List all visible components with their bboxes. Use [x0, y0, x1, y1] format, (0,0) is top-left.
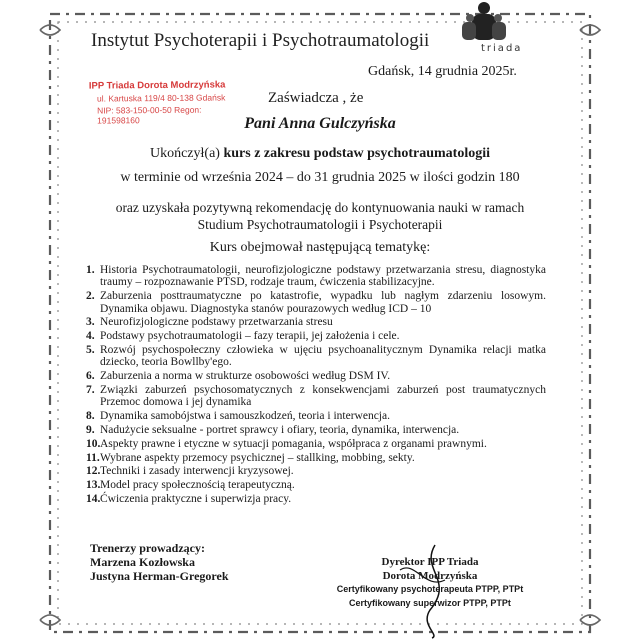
topic-item	[86, 384, 546, 409]
topic-number: 11.	[86, 451, 100, 464]
topic-item	[86, 330, 546, 342]
recommendation	[0, 199, 640, 233]
topic-item	[86, 452, 546, 464]
stamp-ids: NIP: 583-150-00-50 Regon: 191598160	[97, 104, 202, 126]
topic-number: 13.	[86, 479, 101, 492]
topic-item	[86, 479, 546, 491]
director-cert-2: Certyfikowany superwizor PTPP, PTPt	[349, 597, 511, 608]
topic-number: 3.	[86, 316, 95, 329]
topic-number: 12.	[86, 465, 101, 478]
topic-number: 2.	[86, 290, 95, 303]
topic-number: 1.	[86, 264, 95, 276]
issue-date: Gdańsk, 14 grudnia 2025r.	[368, 64, 517, 79]
director-name: Dorota Modrzyńska	[382, 569, 478, 582]
trainer-name-2: Justyna Herman-Gregorek	[90, 569, 229, 583]
topic-text: Nadużycie seksualne - portret sprawcy i ofiary, teoria, dynamika, interwencja.	[100, 424, 460, 436]
topic-text: Neurofizjologiczne podstawy przetwarzania stresu	[100, 316, 333, 329]
topic-text: Związki zaburzeń psychosomatycznych z konsekwencjami zaburzeń post traumatycznych Przemoc domowa i jej dynamika	[100, 384, 546, 409]
course-intro: Kurs obejmował następującą tematykę:	[209, 240, 431, 255]
topic-item	[86, 438, 546, 450]
topic-item	[86, 465, 546, 477]
trainers-block	[90, 541, 229, 583]
topic-number: 4.	[86, 330, 95, 343]
topic-text: Zaburzenia posttraumatyczne po katastrofie, wypadku lub nagłym zdarzeniu losowym. Dynamika objawu. Diagnostyka stanów pourazowych według ICD – 10	[100, 290, 546, 315]
topic-number: 10.	[86, 437, 101, 450]
topic-item	[86, 290, 546, 315]
topic-number: 7.	[86, 384, 95, 396]
topic-number: 9.	[86, 424, 95, 436]
director-block	[330, 556, 530, 610]
topic-text: Aspekty prawne i etyczne w sytuacji pomagania, współpraca z organami prawnymi.	[100, 437, 487, 450]
topic-number: 8.	[86, 410, 95, 423]
stamp-address: ul. Kartuska 119/4 80-138 Gdańsk	[96, 92, 226, 104]
topic-text: Zaburzenia a norma w strukturze osobowości według DSM IV.	[100, 370, 391, 383]
director-cert-1: Certyfikowany psychoterapeuta PTPP, PTPt	[336, 584, 524, 594]
topic-text: Techniki i zasady interwencji kryzysowej.	[100, 465, 294, 478]
recommendation-line-1: oraz uzyskała pozytywną rekomendację do kontynuowania nauki w ramach	[115, 200, 525, 215]
topic-text: Rozwój psychospołeczny człowieka w ujęciu psychoanalitycznym Dynamika relacji matka dziecko, teoria Bowllby'ego.	[100, 344, 546, 369]
institute-name: Instytut Psychoterapii i Psychotraumatologii	[91, 30, 430, 51]
completion-line	[0, 146, 640, 162]
topic-number: 5.	[86, 344, 95, 356]
recommendation-line-2: Studium Psychotraumatologii i Psychoterapii	[197, 217, 443, 232]
topic-text: Wybrane aspekty przemocy psychicznej – stallking, mobbing, sekty.	[100, 451, 415, 464]
completion-prefix: Ukończył(a)	[149, 146, 220, 161]
certifies-text: Zaświadcza , że	[268, 90, 364, 106]
topic-item	[86, 410, 546, 422]
course-name: kurs z zakresu podstaw psychotraumatologii	[223, 146, 490, 161]
topics-list	[86, 264, 546, 507]
topic-text: Dynamika samobójstwa i samouszkodzeń, teoria i interwencja.	[100, 410, 390, 423]
person-name: Pani Anna Gulczyńska	[244, 115, 396, 132]
topic-number: 14.	[86, 492, 101, 505]
trainer-name-1: Marzena Kozłowska	[90, 555, 195, 569]
course-term: w terminie od września 2024 – do 31 grudnia 2025 w ilości godzin 180	[120, 170, 520, 185]
topic-item	[86, 344, 546, 369]
topic-number: 6.	[86, 370, 95, 383]
director-title: Dyrektor IPP Triada	[381, 556, 479, 568]
topic-item	[86, 424, 546, 436]
topic-text: Historia Psychotraumatologii, neurofizjologiczne podstawy przetwarzania stresu, diagnostyka traumy – rozpoznawanie PTSD, rodzaje traum, ćwiczenia stabilizacyjne.	[100, 264, 546, 289]
trainers-label: Trenerzy prowadzący:	[90, 541, 205, 555]
topic-item	[86, 370, 546, 382]
topic-text: Podstawy psychotraumatologii – fazy terapii, jej założenia i cele.	[100, 330, 400, 343]
logo-text: triada	[481, 43, 523, 54]
topic-text: Ćwiczenia praktyczne i superwizja pracy.	[100, 492, 292, 505]
topic-item	[86, 316, 546, 328]
topic-item	[86, 264, 546, 289]
topic-text: Model pracy społecznością terapeutyczną.	[100, 479, 295, 492]
topic-item	[86, 493, 546, 505]
stamp-name: IPP Triada Dorota Modrzyńska	[88, 79, 226, 92]
